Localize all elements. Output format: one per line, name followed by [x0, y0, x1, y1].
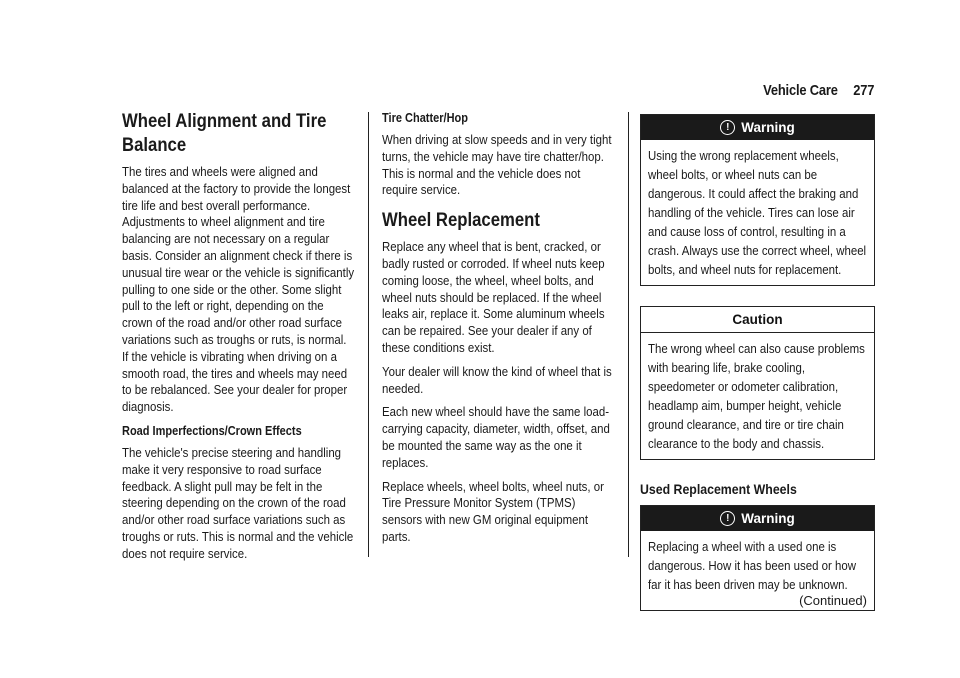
page-number: 277 [852, 82, 874, 99]
paragraph: The vehicle's precise steering and handling make it very responsive to road surface feedback. A slight pull may be felt in the steering depending on the crown of the road and/or other road surface variations such as troughs or ruts. This is normal and the vehicle does not require service. [122, 444, 354, 561]
warning-header [641, 506, 874, 531]
paragraph: Your dealer will know the kind of wheel that is needed. [382, 363, 612, 396]
warning-exclamation-icon: ! [720, 120, 735, 135]
column-middle [382, 110, 615, 553]
section-title: Wheel Replacement [382, 210, 540, 232]
section-title: Wheel Alignment and Tire Balance [122, 111, 327, 156]
column-left [122, 110, 354, 570]
caution-text: The wrong wheel can also cause problems with bearing life, brake cooling, speedometer or odometer calibration, headlamp aim, bumper height, vehicle ground clearance, and tire or tire chain clearance to the body and chassis. [648, 341, 865, 451]
continued-label: (Continued) [799, 593, 867, 608]
paragraph: When driving at slow speeds and in very tight turns, the vehicle may have tire chatter/hop. This is normal and the vehicle does not require service. [382, 132, 612, 198]
section-name: Vehicle Care [762, 82, 838, 99]
column-divider [628, 112, 629, 557]
warning-header [641, 115, 874, 140]
warning-label: Warning [741, 511, 795, 526]
column-right [640, 114, 875, 631]
running-header [763, 82, 874, 99]
paragraph: Each new wheel should have the same load-carrying capacity, diameter, width, offset, and be mounted the same way as the one it replaces. [382, 404, 610, 470]
subsection-title: Used Replacement Wheels [640, 481, 797, 497]
paragraph: The tires and wheels were aligned and balanced at the factory to provide the longest tire life and best overall performance. Adjustments to wheel alignment and tire balancing are not necessary on a regular basis. Consider an alignment check if there is unusual tire wear or the vehicle is significantly pulling to one side or the other. Some slight pull to the left or right, depending on the crown of the road and/or other road surface variations such as troughs or ruts, is normal. If the vehicle is vibrating when driving on a smooth road, the tires and wheels may need to be rebalanced. See your dealer for proper diagnosis. [122, 164, 355, 415]
warning-label: Warning [741, 120, 795, 135]
subheading: Tire Chatter/Hop [382, 111, 468, 125]
caution-label: Caution [732, 312, 783, 327]
paragraph: Replace any wheel that is bent, cracked, or badly rusted or corroded. If wheel nuts keep coming loose, the wheel, wheel bolts, and wheel nuts should be replaced. If the wheel leaks air, replace it. Some aluminum wheels can be repaired. See your dealer if any of these conditions exist. [382, 239, 605, 355]
caution-box [640, 306, 875, 460]
warning-box [640, 114, 875, 286]
warning-exclamation-icon: ! [720, 511, 735, 526]
paragraph: Replace wheels, wheel bolts, wheel nuts, or Tire Pressure Monitor System (TPMS) sensors with new GM original equipment parts. [382, 478, 604, 544]
subheading: Road Imperfections/Crown Effects [122, 423, 302, 438]
warning-box [640, 505, 875, 611]
warning-text: Using the wrong replacement wheels, wheel bolts, or wheel nuts can be dangerous. It could affect the braking and handling of the vehicle. Tires can lose air and cause loss of control, resulting in a crash. Always use the correct wheel, wheel bolts, and wheel nuts for replacement. [648, 148, 867, 277]
column-divider [368, 112, 369, 557]
caution-header [641, 307, 874, 333]
warning-text: Replacing a wheel with a used one is dangerous. How it has been used or how far it has been driven may be unknown. [648, 539, 856, 592]
